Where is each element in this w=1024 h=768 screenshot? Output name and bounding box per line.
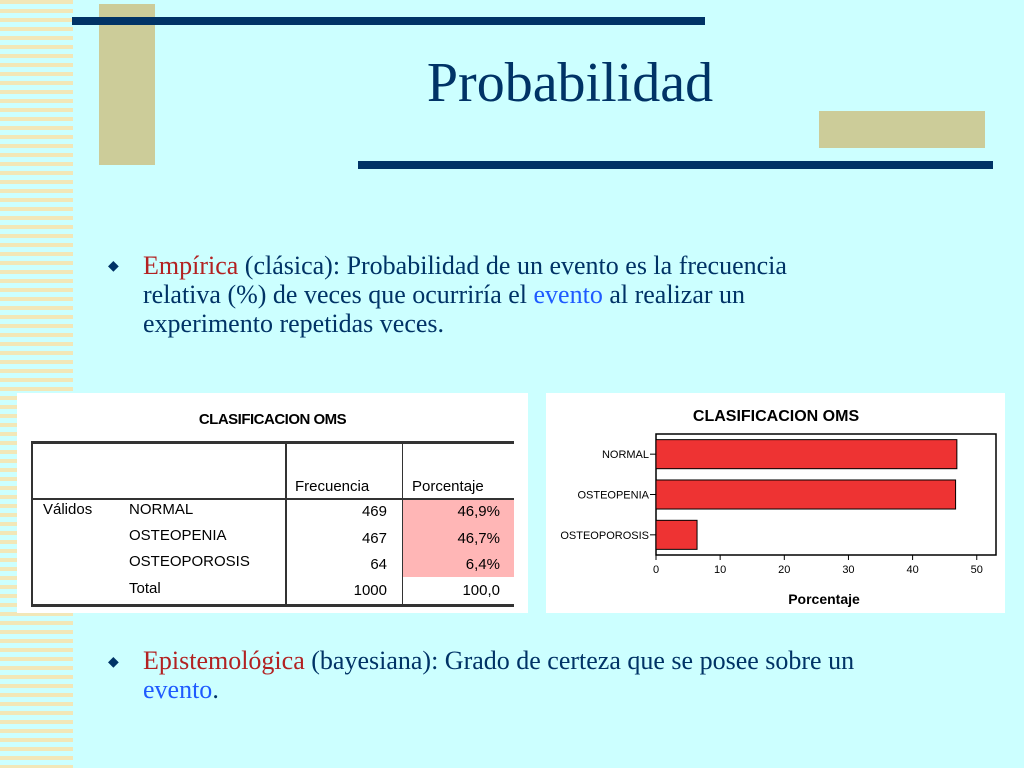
y-tick-label: OSTEOPENIA <box>577 489 649 502</box>
term-empirica: Empírica <box>143 251 239 280</box>
x-tick-label: 10 <box>714 564 727 576</box>
row-freq: 1000 <box>353 582 387 599</box>
bar-osteoporosis <box>656 520 697 549</box>
term-evento: evento <box>533 280 603 309</box>
row-label: OSTEOPOROSIS <box>129 553 250 570</box>
x-tick-label: 20 <box>778 564 791 576</box>
frequency-table-panel <box>17 393 528 613</box>
x-tick-label: 30 <box>842 564 855 576</box>
chart-title: CLASIFICACION OMS <box>692 408 860 425</box>
row-freq: 469 <box>361 503 387 520</box>
top-rule <box>72 17 705 25</box>
bullet-epistemologica <box>143 646 973 704</box>
table-rule <box>285 444 287 604</box>
bullet-diamond-icon: ◆ <box>108 655 119 670</box>
term-evento: evento <box>143 675 213 704</box>
bullet-line <box>143 675 973 704</box>
slide-title: Probabilidad <box>426 52 714 114</box>
row-label: Total <box>129 580 161 597</box>
bullet-text: (bayesiana): Grado de certeza que se posee sobre un <box>304 646 855 675</box>
bar-osteopenia <box>656 480 956 509</box>
chart-panel <box>546 393 1005 613</box>
x-tick-label: 0 <box>652 564 660 576</box>
term-epistemologica: Epistemológica <box>143 646 305 675</box>
row-freq: 467 <box>361 530 387 547</box>
bottom-rule <box>358 161 993 169</box>
table-title: CLASIFICACION OMS <box>198 411 347 428</box>
row-pct: 46,9% <box>457 503 500 520</box>
group-label: Válidos <box>43 501 93 518</box>
header-frecuencia: Frecuencia <box>295 478 370 495</box>
table-rule <box>31 444 33 604</box>
bullet-line: experimento repetidas veces. <box>143 309 445 338</box>
y-tick-label: NORMAL <box>601 449 649 462</box>
bar-chart <box>546 393 1005 613</box>
right-block <box>819 111 985 148</box>
bar-normal <box>656 440 957 469</box>
bullet-diamond-icon: ◆ <box>108 259 119 274</box>
row-label: NORMAL <box>129 501 194 518</box>
row-label: OSTEOPENIA <box>129 527 227 544</box>
frequency-table <box>31 441 514 607</box>
header-porcentaje: Porcentaje <box>412 478 484 495</box>
row-freq: 64 <box>370 556 387 573</box>
x-tick-label: 50 <box>970 564 983 576</box>
x-axis-label: Porcentaje <box>788 591 860 607</box>
bullet-text: (clásica): Probabilidad de un evento es la frecuencia <box>238 251 787 280</box>
row-pct: 6,4% <box>465 556 500 573</box>
top-left-block <box>99 4 155 165</box>
x-tick-label: 40 <box>906 564 919 576</box>
left-stripe-decoration <box>0 0 73 768</box>
bullet-text: al realizar un <box>602 280 746 309</box>
row-pct: 46,7% <box>457 530 500 547</box>
bullet-text: . <box>212 675 219 704</box>
bullet-empirica <box>143 251 943 338</box>
bullet-line <box>143 646 973 675</box>
bullet-text: relativa (%) de veces que ocurriría el <box>143 280 534 309</box>
row-pct: 100,0 <box>462 582 500 599</box>
bullet-line <box>143 280 943 309</box>
bullet-line <box>143 251 943 280</box>
y-tick-label: OSTEOPOROSIS <box>560 529 649 542</box>
